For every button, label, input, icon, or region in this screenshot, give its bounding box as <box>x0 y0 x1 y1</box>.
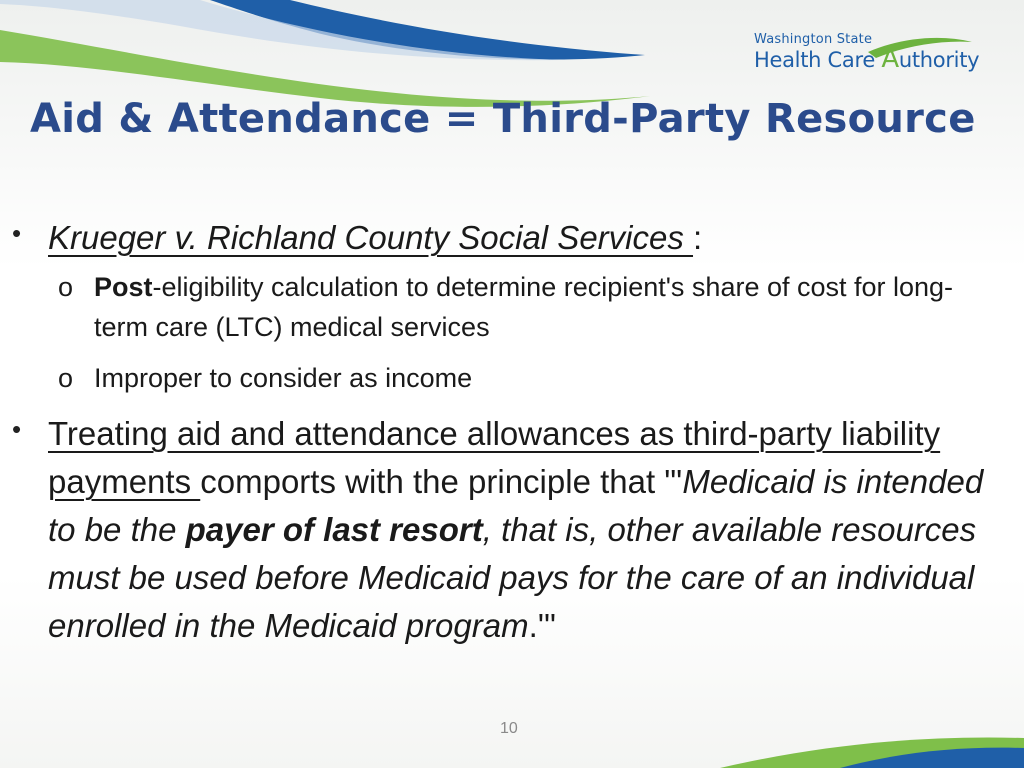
page-number: 10 <box>500 720 518 737</box>
underlined-phrase: Treating aid and attendance allowances as third-party liability payments <box>48 415 941 500</box>
payer-of-last-resort: payer of last resort <box>185 511 483 548</box>
bullet-icon: • <box>12 218 22 248</box>
logo-line2: Health Care Authority <box>754 44 980 74</box>
logo-line1: Washington State <box>754 32 873 47</box>
case-name: Krueger v. Richland County Social Services <box>48 219 694 256</box>
hca-logo <box>754 32 979 72</box>
bullet-icon: • <box>12 414 22 444</box>
sub-bullet-icon: o <box>58 272 74 302</box>
sub-bullet-icon: o <box>58 363 74 393</box>
slide-title: Aid & Attendance = Third-Party Resource <box>30 96 976 142</box>
